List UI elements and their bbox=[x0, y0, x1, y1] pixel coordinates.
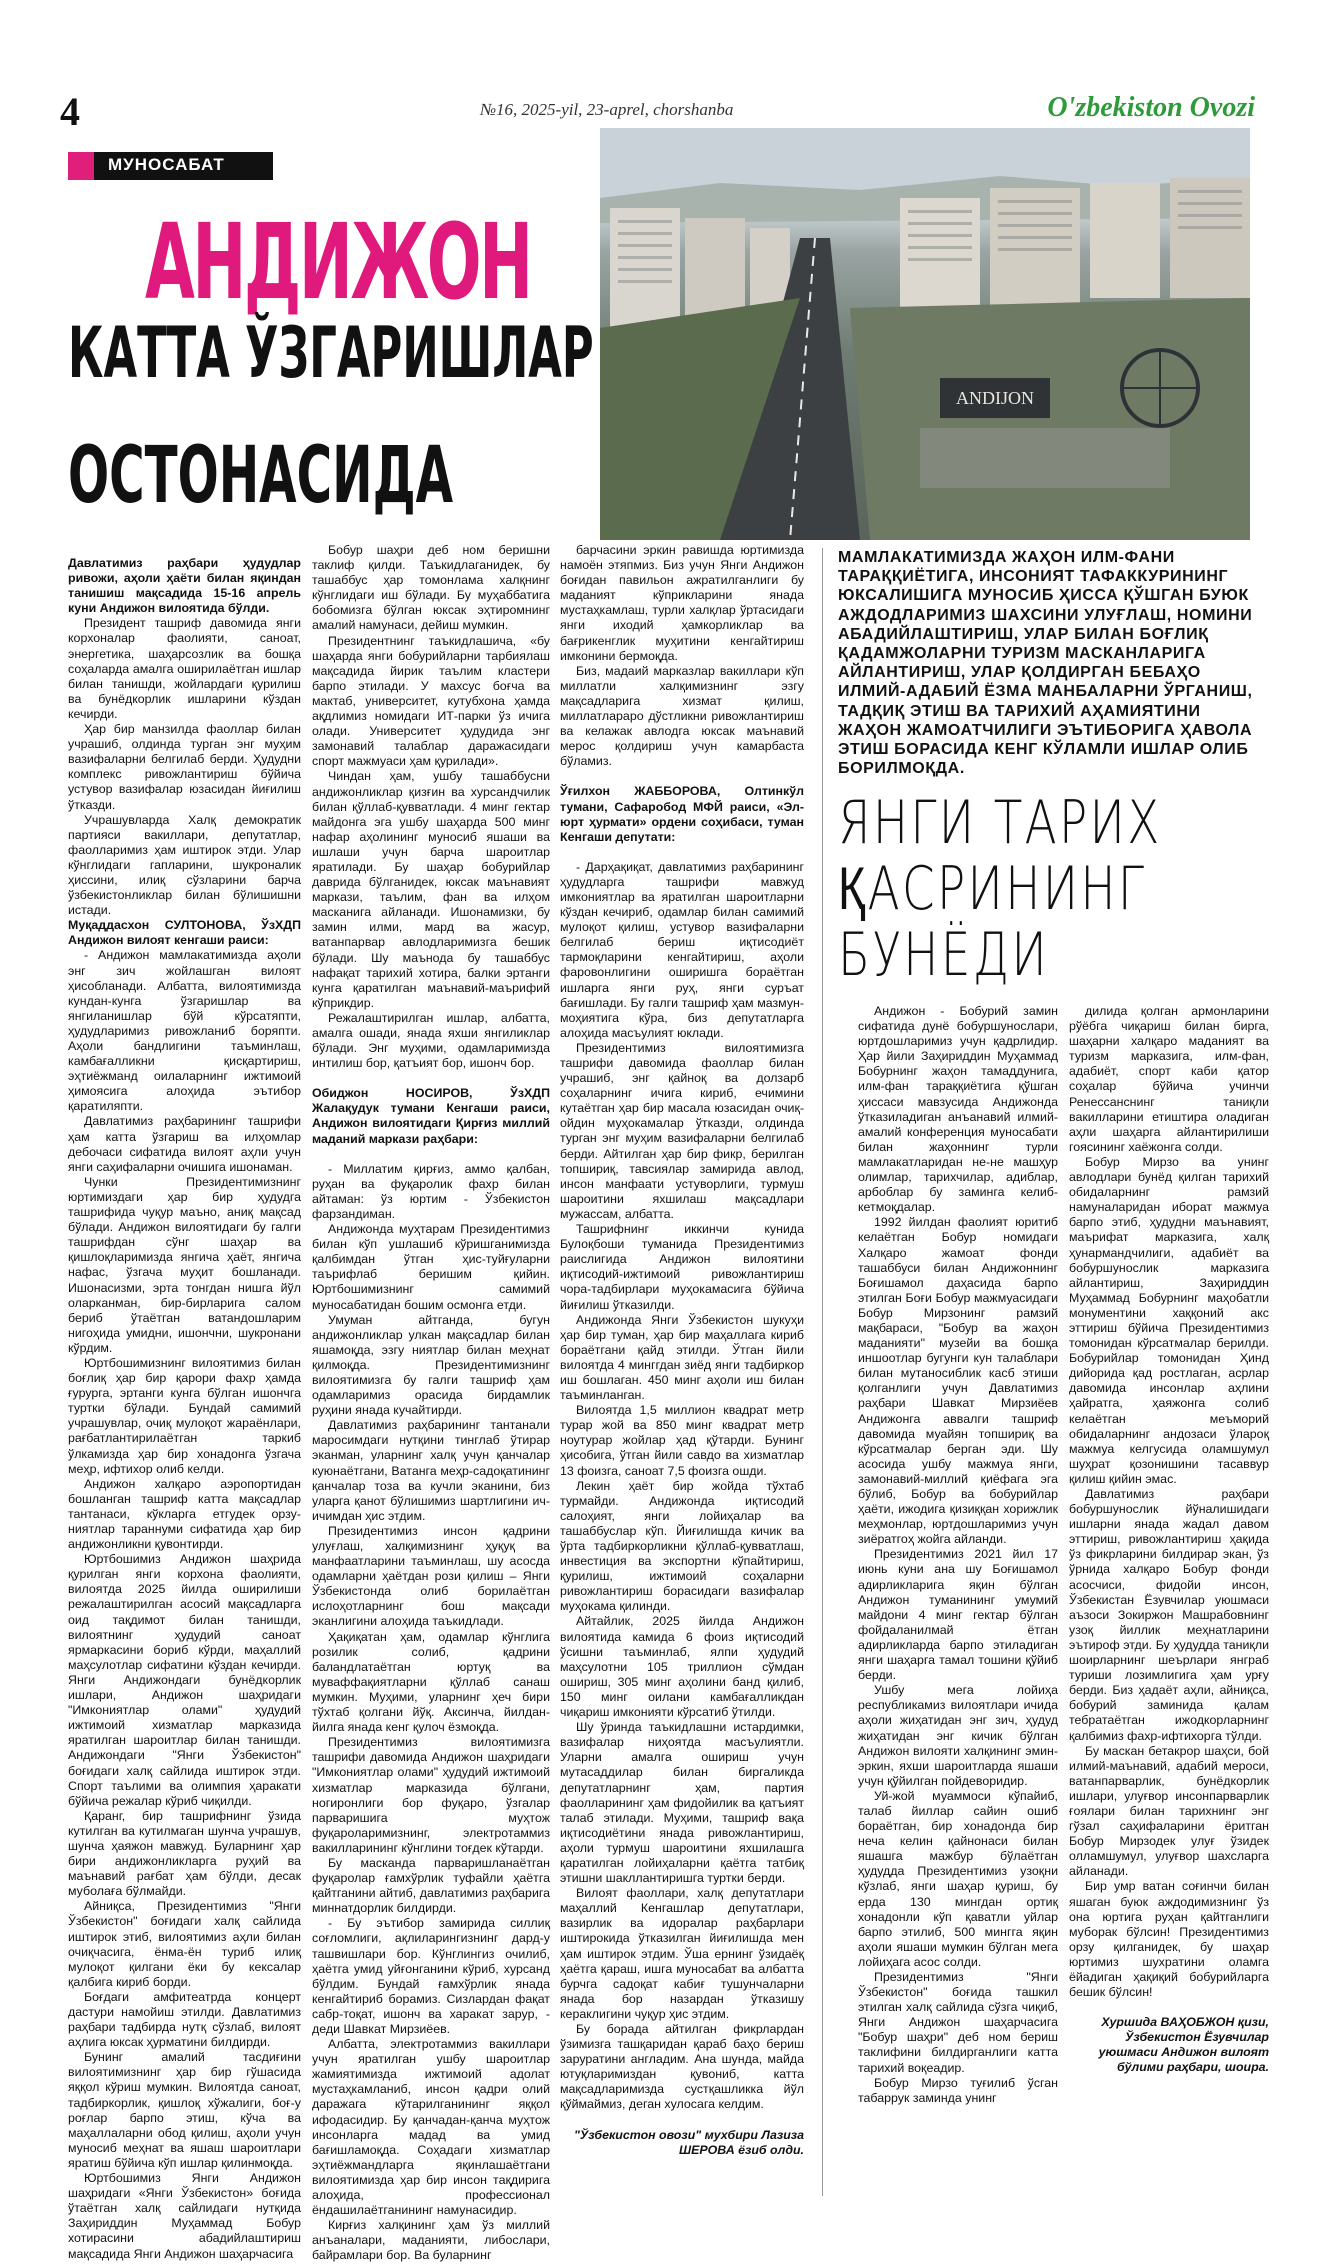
headline-line: ЯНГИ ТАРИХ bbox=[838, 788, 1162, 858]
section-rubric bbox=[68, 152, 273, 180]
paragraph: Президент ташриф давомида янги корхоналар фаолияти, саноат, энергетика, шаҳарсозлик ва бошқа соҳаларда амалга оширилаётган ишлар билан танишди, жойлардаги қурилиш ва бунёдкорлик ишларини кўздан кечирди. bbox=[68, 616, 301, 721]
paragraph: Бу масканда парваришланаётган фуқаролар ғамхўрлик туфайли ҳаётга қайтганини айтиб, давлатимиз раҳбарига миннатдорлик билдирди. bbox=[312, 1855, 550, 1916]
paragraph: Юртбошимизнинг вилоятимиз билан боғлиқ ҳар бир қарори фахр ҳамда ғурурга, эртанги кунга бўлган ишончга туртки бўлади. Бундай самимий учрашувлар, очиқ мулоқот жараёнлари, рағбатлантирилаётган таркиб ўлкамизда ҳар бир хонадонга ўзгача меҳр, ифтихор олиб келди. bbox=[68, 1355, 301, 1476]
paragraph: Президентимиз "Янги Ўзбекистон" боғида ташкил этилган халқ сайлида сўзга чиқиб, Янги Андижон шаҳарчасига "Бобур шаҳри" деб ном бериш таклифини билдирганлиги катта тарихий воқеадир. bbox=[858, 1970, 1058, 2075]
paragraph: Ҳақиқатан ҳам, одамлар кўнглига розилик солиб, қадрини баландлатаётган юртуқ ва муваффақиятларни қўллаб санаш мумкин. Муҳими, уларнинг ҳеч бири тўхтаб қолгани йўқ. Аксинча, йилдан-йилга янада кенг қулоч ёзмоқда. bbox=[312, 1629, 550, 1735]
newspaper-masthead: O'zbekiston Ovozi bbox=[1047, 92, 1255, 123]
article-column-2 bbox=[312, 543, 550, 2263]
headline-line: БУНЁДИ bbox=[838, 920, 1050, 990]
paragraph: Давлатимиз раҳбарининг тантанали маросимдаги нутқини тинглаб ўтирар эканман, уларнинг халқ учун қанчалар куюнаётгани, Ватанга меҳр-садоқатининг қанчалар тоза ва кучли эканини, биз уларга қанот бўлишимиз шартлигини ич-ичимдан ҳис этдим. bbox=[312, 1418, 550, 1523]
paragraph: Умуман айтганда, бугун андижонликлар улкан мақсадлар билан яшамоқда, эзгу ниятлар билан меҳнат қилмоқда. Президентимизнинг вилоятимизга бу галги ташриф ҳам одамларимиз орасида бирдамлик руҳини янада кучайтирди. bbox=[312, 1312, 550, 1418]
paragraph: Андижон халқаро аэропортидан бошланган ташриф катта мақсадлар тантанаси, кўкларга етгудек орзу-ниятлар тараннуми сифатида ҳар бир андижонликни қувонтирди. bbox=[68, 1476, 301, 1552]
paragraph: Давлатимиз раҳбарининг ташрифи ҳам катта ўзгариш ва илҳомлар дебочаси сифатида вилоят аҳли учун янги саҳифаларни очишига ишонаман. bbox=[68, 1114, 301, 1174]
paragraph: Шу ўринда таъкидлашни истардимки, вазифалар ниҳоятда масъулиятли. Уларни амалга ошириш учун мутасаддилар билан биргаликда депутатларнинг ҳам, партия фаолларининг ҳам фидойилик ва қатъият талаб этилади. Муҳими, ташриф вақа иқтисодиётини янада ривожлантириш, аҳоли турмуш шароитини яхшилашга қаратилган лойиҳаларни қаётга татбиқ этишни шакллантиришга туртки берди. bbox=[560, 1720, 804, 1886]
paragraph: Ташрифнинг иккинчи кунида Булоқбоши туманида Президентимиз раислигида Андижон вилоятини иқтисодий-ижтимоий ривожлантириш чора-тадбирлари муҳокамасига бўйича йиғилиш ўтказилди. bbox=[560, 1222, 804, 1312]
paragraph: - Дарҳақиқат, давлатимиз раҳбарининг ҳудудларга ташрифи мавжуд имкониятлар ва яратилган шароитларни кўздан кечириб, одамлар билан самимий мулоқот қилиш, устувор вазифаларни белгилаб бериш иқтисодиёт тармоқларини кенгайтириш, аҳоли фаровонлигини оширишга бораётган ишларга янги руҳ, янги суръат бағишлади. Бу галги ташриф ҳам мазмун-моҳиятига кўра, биз депутатларга алоҳида масъулият юклади. bbox=[560, 859, 804, 1040]
column-divider bbox=[822, 548, 823, 2196]
paragraph: дилида қолган армонларини рўёбга чиқариш билан бирга, шаҳарни халқаро маданият ва туризм марказига, илм-фан, адабиёт, спорт каби қатор соҳалар бўйича учинчи Ренессанснинг таниқли вакилларини етиштира оладиган аҳли шаҳарга айлантирилиши гоясининг хаёжонга солди. bbox=[1069, 1004, 1269, 1154]
headline-line3: ОСТОНАСИДА bbox=[68, 431, 454, 521]
second-article-headline bbox=[838, 790, 1173, 988]
paragraph: Вилоят фаоллари, халқ депутатлари маҳаллий Кенгашлар депутатлари, вазирлик ва идоралар раҳбарлари иштирокида ўтказилган йиғилишда мен ҳам иштирок этдим. Ўша ернинг ўзидаёқ ҳаётга қараш, ишга муносабат ва албатта бурчга садоқат кабиғ тушунчаларни янада бор назардан ўтказишу кераклигини чуқур ҳис этдим. bbox=[560, 1886, 804, 2021]
article2-column-2 bbox=[1069, 1004, 1269, 2194]
speaker-name: Муқаддасхон СУЛТОНОВА, ЎзХДП Андижон вилоят кенгаши раиси: bbox=[68, 918, 301, 948]
paragraph: Биз, мадаий марказлар вакиллари кўп миллатли халқимизнинг эзгу мақсадларига хизмат қилиш, миллатлараро дўстликни ривожлантириш ва келажак авлодга юксак маънавий мерос қолдириш учун камарбаста бўламиз. bbox=[560, 663, 804, 769]
paragraph: Бу маскан бетакрор шаҳси, бой илмий-маънавий, адабий мероси, ватанпарварлик, бунёдкорлик ишлари, улуғвор инсонпарварлик ғоялари билан тарихнинг энг гўзал саҳифаларини ёритган Бобур Мирзодек улуғ ўзидек олламшумул, улуғвор шахсларга айланади. bbox=[1069, 1743, 1269, 1879]
paragraph: Бобур шаҳри деб ном беришни таклиф қилди. Таъкидлаганидек, бу ташаббус ҳар томонлама халқнинг кўнглидаги иш бўлади. Бу муҳаббатига бобомизга бўлган юксак эҳтиромнинг амалий намунаси, дейиш мумкин. bbox=[312, 543, 550, 633]
paragraph: 1992 йилдан фаолият юритиб келаётган Бобур номидаги Халқаро жамоат фонди ташаббуси билан Андижоннинг Боғишамол даҳасида барпо этилган Боғи Бобур мажмуасидаги Бобур Мирзонинг рамзий мақбараси, "Бобур ва жаҳон маданияти" музейи ва бошқа иншоотлар бугунги кун талаблари билан мутаносиблик касб этиши қолганлиги учун Давлатимиз раҳбари Шавкат Мирзиёев Андижонга аввалги ташриф давомида муайян топшириқ ва кўрсатмалар берган эди. Шу асосида ушбу мажмуа янги, замонавий-миллий қиёфага эга бўлиб, Бобур ва бобурийлар ҳаёти, ижодига қизиққан хорижлик меҳмонлар, юртдошларимиз учун зиёратгоҳ жойга айланди. bbox=[858, 1215, 1058, 1547]
article-byline: "Ўзбекистон овози" мухбири Лазиза ШЕРОВА ёзиб олди. bbox=[573, 2127, 804, 2157]
paragraph: Учрашувларда Халқ демократик партияси вакиллари, депутатлар, фаолларимиз ҳам иштирок этди. Улар кўнглидаги гапларини, шукроналик ҳиссини, илиқ сўзларини барча ўзбекистонликлар билан бўлишишни истади. bbox=[68, 812, 301, 918]
paragraph: Режалаштирилган ишлар, албатта, амалга ошади, янада яхши янгиликлар бўлади. Энг муҳими, одамларимизда интилиш бор, қатъият бор, ишонч бор. bbox=[312, 1010, 550, 1071]
paragraph: Андижонда муҳтарам Президентимиз билан кўп ушлашиб кўришганимизда қалбимдан ўтган ҳис-туйғуларни таърифлаб беришим қийин. Юртбошимизнинг самимий муносабатидан бошим осмонга етди. bbox=[312, 1222, 550, 1312]
city-photo bbox=[600, 128, 1250, 540]
paragraph: Юртбошимиз Янги Андижон шаҳридаги «Янги Ўзбекистон» боғида ўтаётган халқ сайлидаги нутқида Заҳириддин Муҳаммад Бобур хотирасини абадийлаштириш мақсадида Янги Андижон шаҳарчасига bbox=[68, 2171, 301, 2261]
paragraph: Уй-жой муаммоси кўпайиб, талаб йиллар сайин ошиб бораётган, бир хонадонда бир неча келин қайнонаси билан яшашга мажбур бўлаётган ҳудудда Президентимиз узоқни кўзлаб, янги шаҳар қуриш, бу ерда 130 мингдан ортиқ хонадонли кўп қаватли уйлар барпо этилиб, 500 мингга яқин аҳоли яшаши мумкин бўлган мега лойиҳага асос солди. bbox=[858, 1788, 1058, 1969]
page-header bbox=[0, 0, 1323, 134]
paragraph: Президентимиз 2021 йил 17 июнь куни ана шу Боғишамол адирликларига яқин бўлган Андижон туманининг умумий майдони 4 минг гектар бўлган фойдаланилмай ётган адирликларда барпо этиладиган янги шаҳарга тамал тошини қўйиб берди. bbox=[858, 1547, 1058, 1683]
paragraph: Чиндан ҳам, ушбу ташаббусни андижонликлар қизғин ва хурсандчилик билан қўллаб-қувватлади. 4 минг гектар майдонга эга ушбу шаҳарда 500 минг нафар аҳолининг муносиб яшаши ва ишлаши учун барча шароитлар яратилади. Бу шаҳар бобурийлар даврида бўлганидек, юксак маънавият маркази, таълим, фан ва илҳом масканига айланади. Ишонамизки, бу замин илми, мард ва жасур, ватанпарвар авлодларимизга бешик бўлади. Шу маънода бу ташаббус нафақат тарихий хотира, балки эртанги кунга қаратилган маънавий-маърифий кўприкдир. bbox=[312, 769, 550, 1010]
rubric-label: МУНОСАБАТ bbox=[108, 155, 225, 174]
paragraph: Чунки Президентимизнинг юртимиздаги ҳар бир ҳудудга ташрифида чуқур маъно, аниқ мақсад бўлади. Андижон вилоятидаги бу галги ташрифдан сўнг шаҳар ва қишлоқларимизда янгича ҳаёт, янгича нафас, ўзгача муҳит бошланади. Ишонасизми, эрта тонгдан нишга йўл оларканман, бир-бирларига салом бериб ўтаётган ватандошларим нигоҳида умидни, ишончни, шукронани кўрдим. bbox=[68, 1174, 301, 1355]
paragraph: Президентимиз вилоятимизга ташрифи давомида фаоллар билан учрашиб, энг қайноқ ва долзарб соҳаларнинг ичига кириб, ечимини кутаётган ҳар бир масала юзасидан очиқ-ойдин муҳокамалар ўтказди, олдинда турган энг муҳим вазифаларни белгилаб берди. Айтилган ҳар бир фикр, берилган топшириқ, тавсиялар замирида авлод, инсон манфаати устуворлиги, турмуш шароитини яхшилаш мақсадлари мужассам, албатта. bbox=[560, 1040, 804, 1221]
paragraph: Андижонда Янги Ўзбекистон шукуҳи ҳар бир туман, ҳар бир маҳаллага кириб бораётгани қайд этилди. Ўтган йили вилоятда 4 минггдан зиёд янги тадбиркор иш бошлаган. 450 минг аҳоли иш билан таъминланган. bbox=[560, 1312, 804, 1403]
paragraph: Бир умр ватан соғинчи билан яшаган буюк аждодимизнинг ўз она юртига руҳан қайтганлиги муборак бўлсин! Президентимиз орзу қилганидек, бу шаҳар юртимиз шухратини оламга ёйадиган ҳақиқий бобурийларга бешик бўлсин! bbox=[1069, 1879, 1269, 2000]
paragraph: Лекин ҳаёт бир жойда тўхтаб турмайди. Андижонда иқтисодий салоҳият, янги лойиҳалар ва ташаббуслар кўп. Йиғилишда кичик ва ўрта тадбиркорликни қўллаб-қувватлаш, инвестиция ва экспортни кўпайтириш, қурилиш, ижтимоий соҳаларни ривожлантириш борасидаги вазифалар муҳокама қилинди. bbox=[560, 1478, 804, 1614]
paragraph: Бунинг амалий тасдиғини вилоятимизнинг ҳар бир гўшасида яққол кўриш мумкин. Вилоятда саноат, тадбиркорлик, қишлоқ хўжалиги, боғ-у роғлар барпо этиш, кўча ва маҳаллаларни обод қилиш, аҳоли учун муносиб меҳнат ва яшаш шароитлари яратиш бўйича кўп ишлар қилинмоқда. bbox=[68, 2050, 301, 2170]
city-panorama-image bbox=[600, 128, 1250, 540]
paragraph: Давлатимиз раҳбари бобуршунослик йўналишидаги ишларни янада жадал давом эттириш, ривожлантириш ҳақида ўз фикрларини билдирар экан, ўз ўрнида халқаро Бобур фонди асосчиси, фидойи инсон, Ўзбекистан Ёзувчилар уюшмаси аъзоси Зокиржон Машрабовнинг узоқ йиллик меҳнатларини эътироф этди. Бу ҳудудда таниқли шоирларнинг шеърлари янграб туриши лозимлигига ҳам урғу берди. Биз ҳадаёт аҳли, айниқса, бобурий заминида қалам тебратаётган ижодкорларнинг қалбимиз фахр-ифтихорга тўлди. bbox=[1069, 1487, 1269, 1743]
paragraph: Бобур Мирзо ва унинг авлодлари бунёд қилган тарихий обидаларнинг рамзий намуналаридан иборат мажмуа барпо этиб, ҳудудни маънавият, маърифат марказига, халқ ҳунармандчилиги, адабиёт ва бобуршунослик марказига айлантириш, Заҳириддин Муҳаммад Бобурнинг маҳобатли монументини хаққоний акс эттириш бўйича Президентимиз томонидан кўрсатмалар берилди. Бобурийлар томонидан Ҳинд дийорида қад ростлаган, асрлар давомида инсонлар аҳлини ҳайратга, ҳаяжонга солиб келаётган меъморий обидаларнинг андозаси ўлароқ мажмуа келгусида оламшумул шуҳрат қозонишини тасаввур қилиш қийин эмас. bbox=[1069, 1154, 1269, 1486]
paragraph: Қаранг, бир ташрифнинг ўзида кутилган ва кутилмаган шунча учрашув, шунча ҳаяжон мавжуд. Буларнинг ҳар бири андижонликларга руҳий ва маънавий рағбат ҳам бўлди, десак муболаға бўлмайди. bbox=[68, 1808, 301, 1899]
paragraph: Албатта, электротаммиз вакиллари учун яратилган ушбу шароитлар жамиятимизда ижтимоий адолат мустаҳкамланиб, инсон қадри олий даражага кўтарилганининг яққол ифодасидир. Бу қанчадан-қанча муҳтож инсонларга мадад ва умид бағишламоқда. Соҳадаги хизматлар эҳтиёжмандларга яқинлашаётгани вилоятимизда ҳар бир инсон тақдирига алоҳида, профессионал ёндашилаётганининг намунасидир. bbox=[312, 2037, 550, 2218]
page-number: 4 bbox=[60, 89, 80, 134]
paragraph: - Бу эътибор замирида силлиқ соғломлиги, ақлиларингизнинг дард-у ташвишлари бор. Кўнглингиз очилиб, ҳаётга умид уйғонганини кўриб, хурсанд бўлдим. Бундай ғамхўрлик янада кенгайтириб борамиз. Сизлардан фақат сабр-тоқат, ишонч ва харакат зарур, - деди Шавкат Мирзиёев. bbox=[312, 1916, 550, 2036]
paragraph: Андижон - Бобурий замин сифатида дунё бобуршунослари, юртдошларимиз учун қадрлидир. Ҳар йили Заҳириддин Муҳаммад Бобурнинг жаҳон тамаддунига, илм-фан тараққиётига қўшган ҳиссаси мавзусида Андижонда ўтказиладиган анъанавий илмий-амалий конференция муносабати билан жаҳоннинг турли мамлакатларидан не-не машҳур олимлар, тарихчилар, адиблар, арбоблар бу заминга келиб-кетмоқдалар. bbox=[858, 1004, 1058, 1215]
paragraph: Боғдаги амфитеатрда концерт дастури намойиш этилди. Давлатимиз раҳбари тадбирда нутқ сўзлаб, вилоят аҳлига юксак ҳурматини билдирди. bbox=[68, 1989, 301, 2050]
paragraph: Президентнинг таъкидлашича, «бу шаҳарда янги бобурийларни тарбиялаш мақсадида йирик таълим кластери барпо этилади. У махсус боғча ва мактаб, университет, кутубхона ҳамда ақдлимиз номидаги ИТ-парки ўз ичига олади. Университет ҳудудида энг замонавий талаблар даражасидаги спорт мажмуаси ҳам қурилади». bbox=[312, 633, 550, 769]
headline-line2: КАТТА ЎЗГАРИШЛАР bbox=[68, 312, 594, 394]
paragraph: Кирғиз халқининг ҳам ўз миллий анъаналари, маданияти, либослари, байрамлари бор. Ва буларнинг bbox=[312, 2218, 550, 2263]
article-lead: Давлатимиз раҳбари ҳудудлар ривожи, аҳоли ҳаёти билан яқиндан танишиш мақсадида 15-16 апрель куни Андижон вилоятида бўлди. bbox=[68, 556, 301, 616]
speaker-name: Ўғилхон ЖАББОРОВА, Олтинкўл тумани, Сафаробод МФЙ раиси, «Эл-юрт ҳурмати» ордени соҳибаси, туман Кенгаши депутати: bbox=[560, 784, 804, 844]
paragraph: Бу борада айтилган фикрлардан ўзимизга ташқаридан қараб баҳо бериш заруратини англадим. Ана шунда, майда ютуқларимиздан қувониб, катта мақсадларимизда сустқашликка йўл қўймаймиз, деган хулосага келдим. bbox=[560, 2022, 804, 2112]
paragraph: Президентимиз вилоятимизга ташрифи давомида Андижон шаҳридаги "Имкониятлар олами" ҳудудий ижтимоий хизматлар марказида бўлгани, ногиронлиги бор фуқаро, ўзгалар парваришига муҳтож фуқароларимизнинг, электротаммиз вакилларининг кўнглини тоғдек кўтарди. bbox=[312, 1735, 550, 1855]
headline-city: АНДИЖОН bbox=[145, 201, 531, 323]
sign-text: ANDIJON bbox=[956, 388, 1034, 408]
paragraph: Айтайлик, 2025 йилда Андижон вилоятида камида 6 фоиз иқтисодий ўсишни таъминлаб, ялпи ҳудудий маҳсулотни 105 триллион сўмдан ошириш, 305 минг аҳолини банд қилиб, 150 минг оилани камбағалликдан чиқариш имконияти кўрсатиб ўтилди. bbox=[560, 1614, 804, 1720]
headline-line: ҚАСРИНИНГ bbox=[838, 854, 1147, 924]
paragraph: барчасини эркин равишда юртимизда намоён этяпмиз. Биз учун Янги Андижон боғидан павильон ажратилганлиги бу маданият кўприкларини янада мустаҳкамлаш, турли халқлар ўртасидаги янги иходий ҳамкорликлар ва бағрикенглик муҳитини кенгайтириш имконини бермоқда. bbox=[560, 543, 804, 663]
article-byline: Хуршида ВАҲОБЖОН қизи, Ўзбекистон Ёзувчилар уюшмаси Андижон вилоят бўлими раҳбари, шоира. bbox=[1098, 2015, 1269, 2075]
second-article-lead: МАМЛАКАТИМИЗДА ЖАҲОН ИЛМ-ФАНИ ТАРАҚҚИЁТИГА, ИНСОНИЯТ ТАФАККУРИНИНГ ЮКСАЛИШИГА МУНОСИБ ҲИССА ҚЎШГАН БУЮК АЖДОДЛАРИМИЗ ШАХСИНИ УЛУҒЛАШ, НОМИНИ АБАДИЙЛАШТИРИШ, УЛАР БИЛАН БОҒЛИҚ ҚАДАМЖОЛАРНИ ТУРИЗМ МАСКАНЛАРИГА АЙЛАНТИРИШ, УЛАР ҚОЛДИРГАН БЕБАҲО ИЛМИЙ-АДАБИЙ ЁЗМА МАНБАЛАРНИ ЎРГАНИШ, ТАДҚИҚ ЭТИШ ВА ТАРИХИЙ АҲАМИЯТИНИ ЖАҲОН ЖАМОАТЧИЛИГИ ЭЪТИБОРИГА ҲАВОЛА ЭТИШ БОРАСИДА КЕНГ КЎЛАМЛИ ИШЛАР ОЛИБ БОРИЛМОҚДА. bbox=[838, 549, 1253, 778]
paragraph: Юртбошимиз Андижон шаҳрида қурилган янги корхона фаолияти, вилоятда 2025 йилда оширилиши режалаштирилган асосий мақсадларга оид тақдимот билан танишди, вилоятнинг ҳудудий саноат ярмаркасини бориб кўрди, маҳаллий маҳсулотлар сифатини кўздан кечирди. Янги Андижондаги бунёдкорлик ишлари, Андижон шаҳридаги "Имкониятлар олами" ҳудудий ижтимоий хизматлар марказида яратилган шароитлар билан танишди. Андижондаги "Янги Ўзбекистон" боғидаги халқ сайлида иштирок этди. Спорт таълими ва олимпия ҳаракати бўйича режалар кўриб чиқилди. bbox=[68, 1552, 301, 1808]
issue-date: №16, 2025-yil, 23-aprel, chorshanba bbox=[480, 100, 734, 119]
article-column-3 bbox=[560, 543, 804, 2196]
paragraph: Айниқса, Президентимиз "Янги Ўзбекистон" боғидаги халқ сайлида иштирок этиб, вилоятимиз аҳли билан очиқчасига, ёнма-ён туриб илиқ мулоқот қилгани ёки бу кексалар қалбига кириб борди. bbox=[68, 1899, 301, 1989]
paragraph: Президентимиз инсон қадрини улуғлаш, халқимизнинг ҳуқуқ ва манфаатларини таъминлаш, шу асосда одамларни ҳаётдан рози қилиш – Янги Ўзбекистонда олиб борилаётган ислоҳотларнинг бош мақсади эканлигини алоҳида таъкидлади. bbox=[312, 1523, 550, 1629]
speaker-name: Обиджон НОСИРОВ, ЎзХДП Жалақудук тумани Кенгаши раиси, Андижон вилоятидаги Қирғиз миллий маданий маркази раҳбари: bbox=[312, 1086, 550, 1146]
paragraph: - Андижон мамлакатимизда аҳоли энг зич жойлашган вилоят ҳисобланади. Албатта, вилоятимизда кундан-кунга ўзгаришлар ва янгиланишлар бўй кўрсатяпти, ҳудудларимиз ривожланиб боряпти. Аҳоли бандлигини таъминлаш, камбағалликни қисқартириш, эҳтиёжманд оилаларнинг ижтимоий ҳимоясига алоҳида эътибор қаратиляпти. bbox=[68, 948, 301, 1114]
article-column-1 bbox=[68, 556, 301, 2261]
paragraph: Вилоятда 1,5 миллион квадрат метр турар жой ва 850 минг квадрат метр ноутурар жойлар ҳад қўтарди. Бунинг ҳисобига, ўтган йили савдо ва хизматлар 13 фоизга, саноат 7,5 фоизга ошди. bbox=[560, 1403, 804, 1478]
paragraph: - Миллатим қирғиз, аммо қалбан, руҳан ва фуқаролик фахр билан айтаман: ўз юртим - Ўзбекистон фарзандиман. bbox=[312, 1161, 550, 1221]
paragraph: Ушбу мега лойиҳа республикамиз вилоятлари ичида аҳоли жиҳатидан энг зич, ҳудуд жиҳатидан энг кичик бўлган Андижон вилояти халқининг эмин-эркин, яхши шароитларда яшаши учун қўйилган пойдеворидир. bbox=[858, 1683, 1058, 1788]
paragraph: Бобур Мирзо туғилиб ўсган табаррук заминда унинг bbox=[858, 2075, 1058, 2105]
paragraph: Ҳар бир манзилда фаоллар билан учрашиб, олдинда турган энг муҳим вазифаларни белгилаб берди. Ҳудудни комплекс ривожлантириш бўйича устувор вазифалар юзасидан йиғилиш ўтказди. bbox=[68, 722, 301, 812]
article2-column-1 bbox=[858, 1004, 1058, 2194]
